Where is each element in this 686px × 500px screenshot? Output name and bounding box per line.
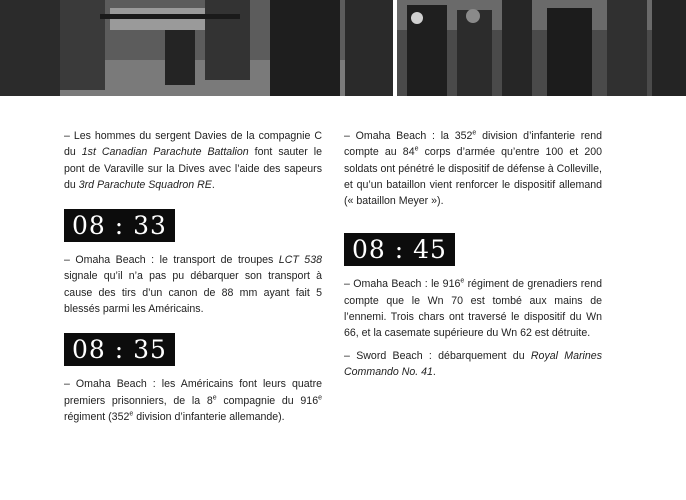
entry-text: – Omaha Beach : le 916	[344, 278, 461, 291]
entry-text: corps d’armée qu’entre 100 et 200 soldats ont pénétré le dispositif de défense à Colleville, et qu’un bataillon vient renforcer le dispositif allemand (« bataillon Meyer »).	[344, 146, 602, 208]
entry-colleville	[344, 128, 602, 209]
ordinal-suffix: e	[318, 394, 322, 402]
entry-text: régiment de grenadiers rend compte que le Wn 70 est tombé aux mains de l’ennemi. Trois chars ont traversé le dispositif du Wn 66, et la casemate supérieure du Wn 62 est détruite.	[344, 278, 602, 340]
photo-soldiers-stretcher	[0, 0, 393, 96]
entry-text: – Omaha Beach : les Américains font leurs quatre premiers prisonniers, de la 8	[64, 378, 322, 407]
entry-text: régiment (352	[64, 410, 130, 423]
entry-text: division d’infanterie rend compte au 84	[344, 130, 602, 159]
entry-sword-beach	[344, 348, 602, 381]
ordinal-suffix: e	[414, 145, 419, 153]
entry-text: signale qu’il n’a pas pu débarquer son transport à cause des tirs d’un canon de 88 mm ayant fait 5 blessés parmi les Américains.	[64, 270, 322, 316]
ordinal-suffix: e	[460, 277, 465, 285]
vessel-name: LCT 538	[278, 254, 322, 267]
ordinal-suffix: e	[472, 129, 477, 137]
time-badge-0835: 08 : 35	[64, 333, 175, 366]
unit-name: 3rd Parachute Squadron RE	[78, 178, 212, 191]
entry-text: – Sword Beach : débarquement du	[344, 349, 531, 362]
unit-name: Royal Marines Commando No. 41	[344, 349, 602, 378]
right-column	[344, 128, 602, 394]
entry-text: .	[211, 178, 215, 191]
entry-first-prisoners	[64, 376, 322, 425]
entry-text: font sauter le pont de Varaville sur la Dives avec l’aide des sapeurs du	[64, 146, 322, 191]
ordinal-suffix: e	[129, 410, 134, 418]
photo-left-image	[0, 0, 393, 96]
time-badge-0833: 08 : 33	[64, 209, 175, 242]
entry-text: division d’infanterie allemande).	[133, 410, 285, 423]
ordinal-suffix: e	[212, 394, 217, 402]
unit-name: 1st Canadian Parachute Battalion	[81, 146, 249, 159]
entry-text: – Les hommes du sergent Davies de la compagnie C du	[64, 130, 322, 159]
entry-lct-538	[64, 252, 322, 317]
time-badge-0845: 08 : 45	[344, 233, 455, 266]
entry-varaville-bridge	[64, 128, 322, 193]
entry-wn-70	[344, 276, 602, 341]
entry-text: .	[432, 365, 436, 378]
entry-text: – Omaha Beach : la 352	[344, 130, 473, 142]
entry-text: compagnie du 916	[216, 394, 319, 407]
photo-right-image	[397, 0, 686, 96]
left-column	[64, 128, 322, 439]
photo-soldiers-group	[397, 0, 686, 96]
entry-text: – Omaha Beach : le transport de troupes	[64, 254, 279, 267]
